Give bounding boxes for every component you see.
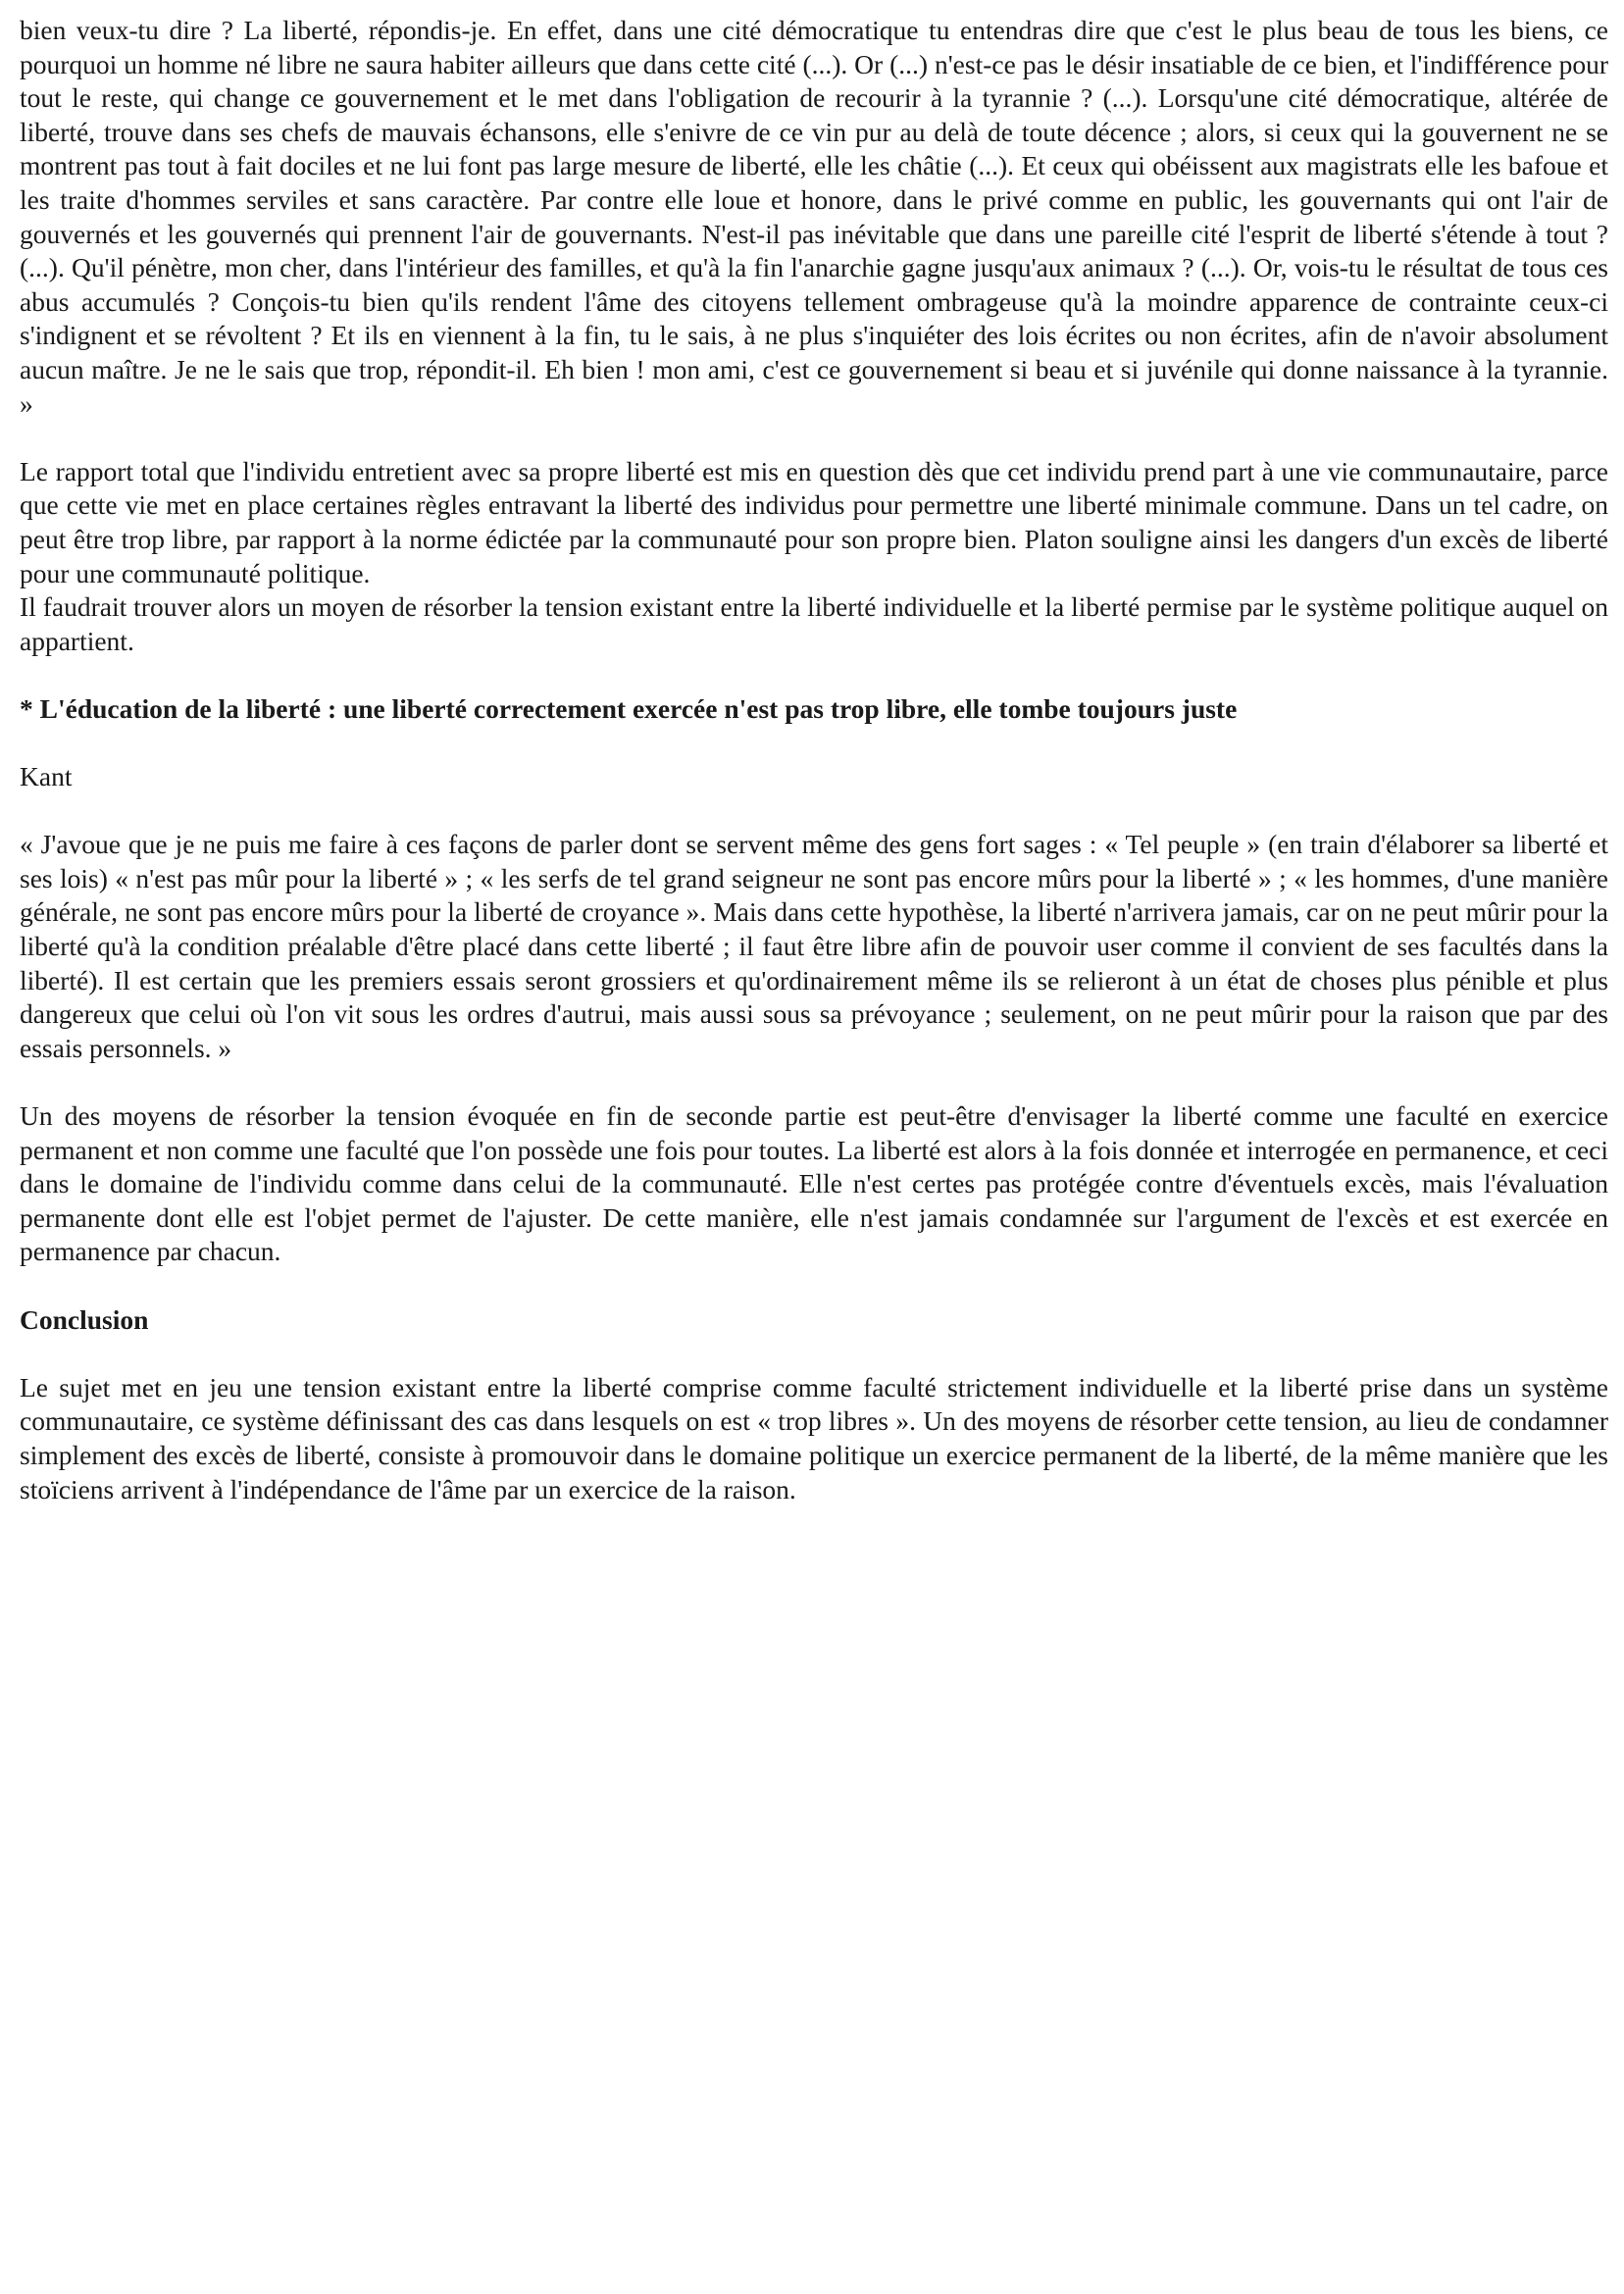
paragraph-platon-quote: bien veux-tu dire ? La liberté, répondis-je. En effet, dans une cité démocratique tu entendras dire que c'est le plus beau de tous les biens, ce pourquoi un homme né libre ne saura habiter ailleurs que dans cette cité (...). Or (...) n'est-ce pas le désir insatiable de ce bien, et l'indifférence pour tout le reste, qui change ce gouvernement et le met dans l'obligation de recourir à la tyrannie ? (...). Lorsqu'une cité démocratique, altérée de liberté, trouve dans ses chefs de mauvais échansons, elle s'enivre de ce vin pur au delà de toute décence ; alors, si ceux qui la gouvernent ne se montrent pas tout à fait dociles et ne lui font pas large mesure de liberté, elle les châtie (...). Et ceux qui obéissent aux magistrats elle les bafoue et les traite d'hommes serviles et sans caractère. Par contre elle loue et honore, dans le privé comme en public, les gouvernants qui ont l'air de gouvernés et les gouvernés qui prennent l'air de gouvernants. N'est-il pas inévitable que dans une pareille cité l'esprit de liberté s'étende à tout ? (...). Qu'il pénètre, mon cher, dans l'intérieur des familles, et qu'à la fin l'anarchie gagne jusqu'aux animaux ? (...). Or, vois-tu le résultat de tous ces abus accumulés ? Conçois-tu bien qu'ils rendent l'âme des citoyens tellement ombrageuse qu'à la moindre apparence de contrainte ceux-ci s'indignent et se révoltent ? Et ils en viennent à la fin, tu le sais, à ne plus s'inquiéter des lois écrites ou non écrites, afin de n'avoir absolument aucun maître. Je ne le sais que trop, répondit-il. Eh bien ! mon ami, c'est ce gouvernement si beau et si juvénile qui donne naissance à la tyrannie. » <box>20 15 1608 419</box>
paragraph-kant-quote: « J'avoue que je ne puis me faire à ces façons de parler dont se servent même des gens fort sages : « Tel peuple » (en train d'élaborer sa liberté et ses lois) « n'est pas mûr pour la liberté » ; « les serfs de tel grand seigneur ne sont pas encore mûrs pour la liberté » ; « les hommes, d'une manière générale, ne sont pas encore mûrs pour la liberté de croyance ». Mais dans cette hypothèse, la liberté n'arrivera jamais, car on ne peut mûrir pour la liberté qu'à la condition préalable d'être placé dans cette liberté ; il faut être libre afin de pouvoir user comme il convient de ses facultés dans la liberté). Il est certain que les premiers essais seront grossiers et qu'ordinairement même ils se relieront à un état de choses plus pénible et plus dangereux que celui où l'on vit sous les ordres d'autrui, mais aussi sous sa prévoyance ; seulement, on ne peut mûrir pour la raison que par des essais personnels. » <box>20 829 1608 1063</box>
conclusion-heading: Conclusion <box>20 1303 149 1335</box>
document-page <box>20 14 1608 1541</box>
author-name: Kant <box>20 761 73 792</box>
section-heading: * L'éducation de la liberté : une liberté correctement exercée n'est pas trop libre, elle tombe toujours juste <box>20 692 1238 724</box>
paragraph-discussion: Un des moyens de résorber la tension évoquée en fin de seconde partie est peut-être d'envisager la liberté comme une faculté en exercice permanent et non comme une faculté que l'on possède une fois pour toutes. La liberté est alors à la fois donnée et interrogée en permanence, et ceci dans le domaine de l'individu comme dans celui de la communauté. Elle n'est certes pas protégée contre d'éventuels excès, mais l'évaluation permanente dont elle est l'objet permet de l'ajuster. De cette manière, elle n'est jamais condamnée sur l'argument de l'excès et est exercée en permanence par chacun. <box>20 1100 1608 1267</box>
conclusion-text: Le sujet met en jeu une tension existant entre la liberté comprise comme faculté strictement individuelle et la liberté prise dans un système communautaire, ce système définissant des cas dans lesquels on est « trop libres ». Un des moyens de résorber cette tension, au lieu de condamner simplement des excès de liberté, consiste à promouvoir dans le domaine politique un exercice permanent de la liberté, de la même manière que les stoïciens arrivent à l'indépendance de l'âme par un exercice de la raison. <box>20 1371 1608 1504</box>
paragraph-analysis: Le rapport total que l'individu entretient avec sa propre liberté est mis en question dès que cet individu prend part à une vie communautaire, parce que cette vie met en place certaines règles entravant la liberté des individus pour permettre une liberté minimale commune. Dans un tel cadre, on peut être trop libre, par rapport à la norme édictée par la communauté pour son propre bien. Platon souligne ainsi les dangers d'un excès de liberté pour une communauté politique. <box>20 455 1608 588</box>
paragraph-transition: Il faudrait trouver alors un moyen de résorber la tension existant entre la liberté individuelle et la liberté permise par le système politique auquel on appartient. <box>20 591 1608 656</box>
